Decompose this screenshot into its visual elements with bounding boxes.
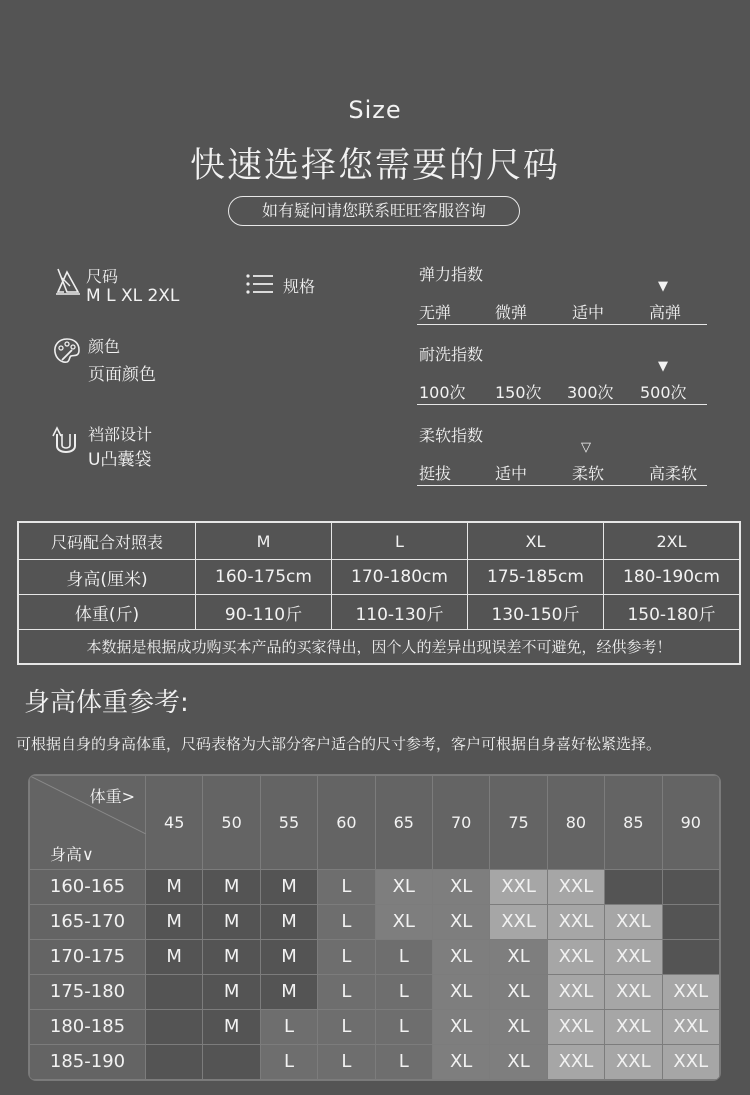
elastic-index-title: 弹力指数 bbox=[419, 265, 484, 284]
size-cell: XXL bbox=[490, 869, 547, 904]
table-row bbox=[19, 560, 740, 595]
height-label-cell: 185-190 bbox=[30, 1044, 146, 1079]
size-cell: XXL bbox=[547, 974, 604, 1009]
empty-cell bbox=[662, 869, 719, 904]
table-row bbox=[30, 974, 720, 1009]
wash-option: 500次 bbox=[640, 383, 687, 402]
size-cell: L bbox=[318, 1009, 375, 1044]
height-label-cell: 165-170 bbox=[30, 904, 146, 939]
weight-header-cell: 50 bbox=[203, 776, 260, 870]
weight-header-cell: 65 bbox=[375, 776, 432, 870]
reference-subtitle: 可根据自身的身高体重，尺码表格为大部分客户适合的尺寸参考，客户可根据自身喜好松紧选择。 bbox=[16, 735, 662, 753]
palette-icon bbox=[52, 336, 82, 366]
size-chart-table bbox=[17, 521, 741, 665]
elastic-option: 适中 bbox=[572, 303, 605, 322]
height-row-label: 身高(厘米) bbox=[19, 560, 196, 595]
size-cell: XL bbox=[432, 974, 489, 1009]
wash-option: 100次 bbox=[419, 383, 466, 402]
elastic-option: 无弹 bbox=[419, 303, 452, 322]
header-title-cn: 快速选择您需要的尺码 bbox=[189, 146, 560, 186]
size-cell: M bbox=[203, 974, 260, 1009]
size-cell: L bbox=[260, 1044, 317, 1079]
size-cell: XXL bbox=[490, 904, 547, 939]
table-row bbox=[30, 1044, 720, 1079]
size-cell: M bbox=[260, 974, 317, 1009]
soft-option: 高柔软 bbox=[649, 464, 698, 483]
height-cell: 175-185cm bbox=[467, 560, 603, 595]
soft-option: 适中 bbox=[495, 464, 528, 483]
size-cell: XXL bbox=[605, 1009, 662, 1044]
spec-list-icon bbox=[245, 272, 275, 296]
size-value: M L XL 2XL bbox=[86, 286, 180, 306]
elastic-selected-marker: ▼ bbox=[658, 279, 668, 294]
table-row bbox=[30, 776, 720, 870]
weight-header-cell: 75 bbox=[490, 776, 547, 870]
table-row bbox=[30, 939, 720, 974]
size-cell: L bbox=[260, 1009, 317, 1044]
size-cell: L bbox=[318, 1044, 375, 1079]
size-cell: M bbox=[203, 869, 260, 904]
size-cell: L bbox=[375, 939, 432, 974]
height-cell: 160-175cm bbox=[196, 560, 332, 595]
empty-cell bbox=[146, 1009, 203, 1044]
elastic-option: 高弹 bbox=[649, 303, 682, 322]
table-row bbox=[30, 869, 720, 904]
wash-index-title: 耐洗指数 bbox=[419, 345, 484, 364]
size-cell: L bbox=[318, 974, 375, 1009]
weight-header-cell: 70 bbox=[432, 776, 489, 870]
table-row bbox=[19, 630, 740, 664]
size-cell: L bbox=[375, 1044, 432, 1079]
weight-cell: 110-130斤 bbox=[331, 595, 467, 630]
size-cell: XL bbox=[490, 939, 547, 974]
empty-cell bbox=[605, 869, 662, 904]
color-value: 页面颜色 bbox=[88, 365, 156, 385]
weight-cell: 150-180斤 bbox=[603, 595, 739, 630]
table-row bbox=[19, 595, 740, 630]
wash-option: 150次 bbox=[495, 383, 542, 402]
size-cell: XL bbox=[375, 904, 432, 939]
contact-badge: 如有疑问请您联系旺旺客服咨询 bbox=[228, 196, 520, 226]
size-hanger-icon bbox=[52, 266, 82, 298]
size-cell: M bbox=[203, 904, 260, 939]
size-cell: XXL bbox=[662, 974, 719, 1009]
size-label: 尺码 bbox=[86, 267, 119, 286]
weight-header-cell: 60 bbox=[318, 776, 375, 870]
size-cell: M bbox=[260, 939, 317, 974]
empty-cell bbox=[662, 939, 719, 974]
height-cell: 170-180cm bbox=[331, 560, 467, 595]
table-row bbox=[19, 523, 740, 560]
color-label: 颜色 bbox=[88, 337, 121, 356]
soft-selected-marker: ▽ bbox=[581, 440, 591, 455]
soft-index-scale bbox=[417, 440, 707, 486]
size-cell: XL bbox=[432, 1009, 489, 1044]
weight-header-cell: 45 bbox=[146, 776, 203, 870]
soft-index-title: 柔软指数 bbox=[419, 426, 484, 445]
size-cell: XL bbox=[432, 939, 489, 974]
size-cell: XL bbox=[375, 869, 432, 904]
size-cell: XL bbox=[432, 1044, 489, 1079]
size-header-cell: XL bbox=[467, 523, 603, 560]
size-cell: XXL bbox=[605, 939, 662, 974]
weight-header-cell: 80 bbox=[547, 776, 604, 870]
height-label-cell: 160-165 bbox=[30, 869, 146, 904]
size-cell: L bbox=[318, 869, 375, 904]
empty-cell bbox=[203, 1044, 260, 1079]
size-cell: XXL bbox=[605, 974, 662, 1009]
size-cell: M bbox=[203, 1009, 260, 1044]
table-row bbox=[30, 1009, 720, 1044]
empty-cell bbox=[662, 904, 719, 939]
wash-selected-marker: ▼ bbox=[658, 359, 668, 374]
size-cell: M bbox=[146, 939, 203, 974]
height-label-cell: 175-180 bbox=[30, 974, 146, 1009]
height-weight-grid bbox=[28, 774, 721, 1081]
size-cell: L bbox=[375, 1009, 432, 1044]
size-header-cell: M bbox=[196, 523, 332, 560]
size-cell: XXL bbox=[547, 939, 604, 974]
height-label-cell: 180-185 bbox=[30, 1009, 146, 1044]
elastic-index-scale bbox=[417, 279, 707, 325]
size-cell: XL bbox=[432, 904, 489, 939]
size-cell: XXL bbox=[662, 1009, 719, 1044]
u-pouch-icon bbox=[52, 424, 80, 458]
size-cell: L bbox=[318, 904, 375, 939]
reference-title: 身高体重参考: bbox=[24, 688, 189, 718]
corner-height-label: 身高∨ bbox=[50, 844, 94, 864]
size-cell: XXL bbox=[662, 1044, 719, 1079]
size-cell: XXL bbox=[547, 904, 604, 939]
size-cell: XXL bbox=[547, 869, 604, 904]
wash-index-scale bbox=[417, 359, 707, 405]
size-table-title: 尺码配合对照表 bbox=[19, 523, 196, 560]
weight-header-cell: 90 bbox=[662, 776, 719, 870]
wash-option: 300次 bbox=[567, 383, 614, 402]
size-cell: XL bbox=[490, 1044, 547, 1079]
soft-option: 挺拔 bbox=[419, 464, 452, 483]
weight-header-cell: 55 bbox=[260, 776, 317, 870]
spec-label: 规格 bbox=[283, 277, 316, 296]
weight-cell: 130-150斤 bbox=[467, 595, 603, 630]
corner-weight-label: 体重> bbox=[89, 787, 135, 806]
empty-cell bbox=[146, 974, 203, 1009]
weight-cell: 90-110斤 bbox=[196, 595, 332, 630]
height-label-cell: 170-175 bbox=[30, 939, 146, 974]
size-cell: XL bbox=[490, 1009, 547, 1044]
height-cell: 180-190cm bbox=[603, 560, 739, 595]
size-cell: M bbox=[260, 869, 317, 904]
crotch-value: U凸囊袋 bbox=[88, 450, 152, 470]
size-cell: XL bbox=[490, 974, 547, 1009]
crotch-label: 裆部设计 bbox=[88, 425, 153, 444]
empty-cell bbox=[146, 1044, 203, 1079]
grid-corner bbox=[30, 776, 146, 870]
size-cell: M bbox=[146, 869, 203, 904]
size-cell: L bbox=[318, 939, 375, 974]
size-cell: XL bbox=[432, 869, 489, 904]
size-cell: XXL bbox=[605, 904, 662, 939]
size-table-note: 本数据是根据成功购买本产品的买家得出，因个人的差异出现误差不可避免，经供参考！ bbox=[19, 630, 740, 664]
elastic-option: 微弹 bbox=[495, 303, 528, 322]
size-header-cell: L bbox=[331, 523, 467, 560]
header-title-en: Size bbox=[348, 96, 402, 124]
size-cell: M bbox=[260, 904, 317, 939]
size-cell: M bbox=[146, 904, 203, 939]
weight-header-cell: 85 bbox=[605, 776, 662, 870]
soft-option: 柔软 bbox=[572, 464, 605, 483]
size-cell: L bbox=[375, 974, 432, 1009]
size-cell: XXL bbox=[547, 1044, 604, 1079]
size-header-cell: 2XL bbox=[603, 523, 739, 560]
table-row bbox=[30, 904, 720, 939]
weight-row-label: 体重(斤) bbox=[19, 595, 196, 630]
size-cell: XXL bbox=[547, 1009, 604, 1044]
size-cell: M bbox=[203, 939, 260, 974]
size-cell: XXL bbox=[605, 1044, 662, 1079]
